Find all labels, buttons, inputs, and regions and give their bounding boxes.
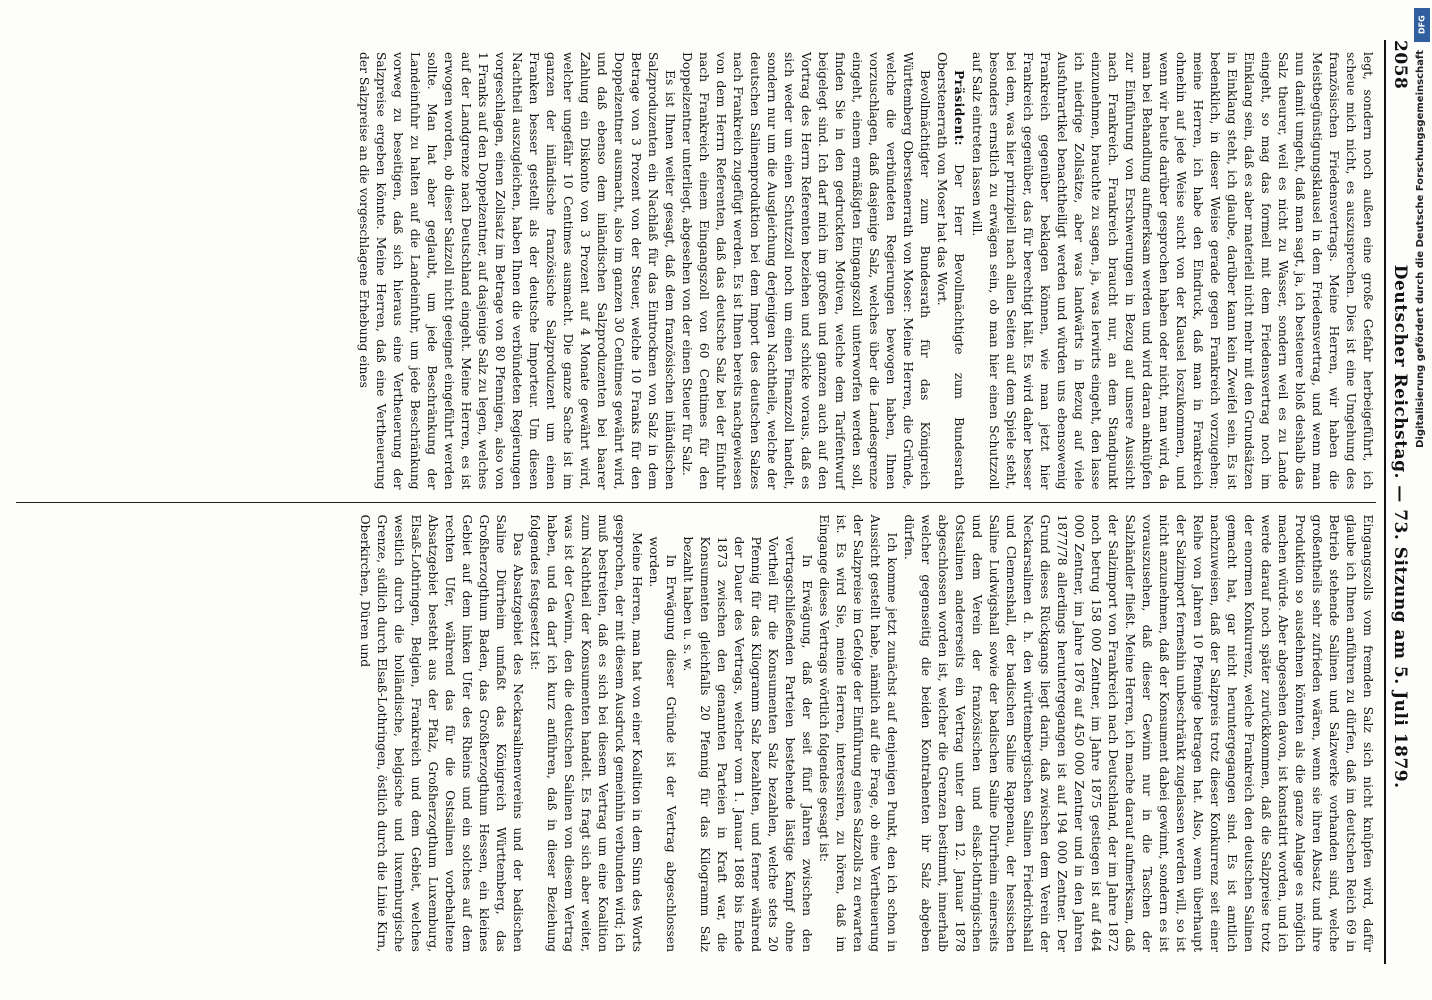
paragraph: legt, sondern noch außen eine große Gefahr herbeigeführt, ich scheue mich nicht, es auszusprechen. Dies ist eine Umgehung des französischen Friedensvertrags. Meine Herren, wir haben die Meistbegünstigungsklausel in dem Friedensvertrag, und wenn man nun damit umgeht, daß man sagt, ja, ich besteuere bloß deshalb das Salz theurer, weil es nicht zu Wasser, sondern weil es zu Lande eingeht, so mag das formell mit dem Friedensvertrag noch im Einklang sein, daß es aber materiell nicht mehr mit den Grundsätzen in Einklang steht, ich glaube, darüber kann kein Zweifel sein. Es ist bedenklich, in dieser Weise gerade gegen Frankreich vorzugehen; meine Herren, ich habe den Eindruck, daß man in Frankreich ohnehin auf jede Weise sucht von der Klausel loszukommen, und wenn wir heute darüber gesprochen haben oder nicht, man wird, da man bei Behandlung aufmerksam werden und wird daran anknüpfen zur Einführung von Erschwerungen in Bezug auf unsere Aussicht nach Frankreich. Frankreich braucht nur, an dem Standpunkt einzunehmen, brauchte zu sagen, ja, was lerwirts eingeht, den lasse ich niedrige Zollsätze, aber was landwärts in Bezug auf viele Ausfuhrartikel benachtheiligt werden und würden uns ebensowenig Frankreich gegenüber beklagen können, wie man jetzt hier Frankreich gegenüber, das für berechtigt hält. Es wird daher besser bei dem, was hier prinzipiell nach allen Seiten auf dem Spiele steht, besonders ernstlich zu erwägen sein, ob man hier einen Schutzzoll auf Salz eintreten lassen will. [970,52,1375,490]
quoted-passage: In Erwägung, daß der seit fünf Jahren zwischen den vertragschließenden Parteien bestehende lästige Kampf ohne Vortheil für die Konsumenten Salz bezahlen, welche stets 20 Pfennig für das Kilogramm Salz bezahlten, und ferner während der Dauer des Vertrags, welcher vom 1. Januar 1868 bis Ende 1873 zwischen den genannten Parteien in Kraft war, die Konsumenten gleichfalls 20 Pfennig für das Kilogramm Salz bezahlt haben u. s. w. [681,536,814,952]
speaker-text: Der Herr Bevollmächtigte zum Bundesrath Oberstenerrath von Moser hat das Wort. [935,52,966,490]
digitization-note: Digitalisierung gefördert durch die Deutsche Forschungsgemeinschaft [1415,50,1426,448]
right-column [16,502,1376,965]
paragraph: Es ist Ihnen weiter gesagt, daß dem französischen inländischen Salzproduzenten ein Nachlaß für das Eintrocknen von Salz in dem Betrage von 3 Prozent von der Steuer, welche 10 Franks für den Doppelzentner ausmacht, also im ganzen 30 Centimes gewährt wird, und daß ebenso dem inländischen Salzproduzenten bei baarer Zahlung ein Diskonto von 3 Prozent auf 4 Monate gewährt wird, welcher ungefähr 10 Centimes ausmacht. Die ganze Sache ist im ganzen der inländische französische Salzproduzent um einen Franken besser gestellt als der deutsche Importeur. Um diesen Nachtheil auszugleichen, haben Ihnen die verbündeten Regierungen vorgeschlagen, einen Zollsatz im Betrage von 80 Pfennigen, also von 1 Franks auf den Doppelzentner, auf dasjenige Salz zu legen, welches auf der Landgrenze nach Deutschland eingeht. Meine Herren, es ist erwogen worden, ob dieser Salzzoll nicht geeignet eingeführt werden sollte. Man hat aber geglaubt, um jede Beschränkung der Landeinfuhr zu halten auf die Landeinfuhr, um jede Beschränkung vorweg zu beseitigen, daß sich hieraus eine Vertheuerung der Salzpreise ergeben könnte. Meine Herren, daß eine Vertheuerung der Salzpreise an die vorgeschlagene Erhebung eines [357,52,677,490]
page-header [1384,40,1410,964]
paragraph: Das Absatzgebiet des Neckarsalinenvereins und der badischen Saline Dürrheim umfaßt das Königreich Württemberg, das Großherzogthum Baden, das Großherzogthum Hessen, ein kleines Gebiet auf dem linken Ufer des Rheins und ein solches auf dem rechten Ufer, während das für die Ostsalinen vorbehaltene Absatzgebiet besteht aus der Pfalz, Großherzogthum Luxemburg, Elsaß-Lothringen, Belgien, Frankreich und dem Gebiet, welches westlich durch die holländische, belgische und luxemburgische Grenze, südlich durch Elsaß-Lothringen, östlich durch die Linie Kirn, Oberkirchen, Düren und [358,514,525,952]
page-number: 2058 [1390,40,1410,90]
paragraph: Eingangszolls vom fremden Salz sich nicht knüpfen wird, dafür glaube ich Ihnen anführen zu dürfen, daß im deutschen Reich 69 in Betrieb stehende Salinen und Salzwerke vorhanden sind, welche großentheils sehr zufrieden wären, wenn sie ihren Absatz und ihre Produktion so ausdehnen könnten als die ganze Anlage es möglich machen würde. Aber abgesehen davon, ist konstatirt worden, und ich werde darauf noch später zurückkommen, daß die Salzpreise trotz der enormen Konkurrenz, welche Frankreich den deutschen Salinen gemacht hat, gar nicht heruntergegangen sind. Es ist amtlich nachzuweisen, daß der Salzpreis trotz dieser Konkurrenz seit einer Reihe von Jahren 10 Pfennige betragen hat. Also, wenn überhaupt der Salzimport ferneshin unbeschränkt zugelassen werden will, so ist nicht anzunehmen, daß der Konsument dabei gewinnt, sondern es ist vorauszusehen, daß dieser Gewinn nur in die Taschen der Salzhändler fließt. Meine Herren, ich mache darauf aufmerksam, daß der Salzimport von Frankreich nach Deutschland, der im Jahre 1872 noch betrug 158 000 Zentner, im Jahre 1875 gestiegen ist auf 464 000 Zentner, im Jahre 1876 auf 450 000 Zentner und in den Jahren 1877/78 allerdings heruntergegangen ist auf 194 000 Zentner. Der Grund dieses Rückgangs liegt darin, daß zwischen dem Verein der Neckarsalinen d. h. den württembergischen Salinen Friedrichshall und Clemenshall, der badischen Saline Rappenau, der hessischen Saline Ludwigshall sowie der badischen Saline Dürrheim einerseits und dem Verein der französischen und elsaß-lothringischen Ostsalinen andererseits ein Vertrag unter dem 12. Januar 1878 abgeschlossen worden ist, welcher die Grenzen bestimmt, innerhalb welcher gegenseitig die beiden Kontrahenten ihr Salz abgeben dürfen. [902,514,1375,952]
paragraph: Meine Herren, man hat von einer Koalition in dem Sinn des Worts gesprochen, der mit diesem Ausdruck gemeinhin verbunden wird; ich muß bestreiten, daß es sich bei diesem Vertrag um eine Koalition zum Nachtheil der Konsumenten handelt. Es fragt sich aber weiter, was ist der Gewinn, den die deutschen Salinen von diesem Vertrag haben, und da darf ich kurz anführen, daß in dieser Beziehung folgendes festgesetzt ist: [528,514,644,952]
paragraph: Ich komme jetzt zunächst auf denjenigen Punkt, den ich schon in Aussicht gestellt habe, nämlich auf die Frage, ob eine Vertheuerung der Salzpreise im Gefolge der Einführung eines Salzzolls zu erwarten ist. Es wird Sie, meine Herren, interessiren, zu hören, daß im Eingange dieses Vertrags wörtlich folgendes gesagt ist: [817,514,899,952]
president-paragraph [933,52,968,490]
journal-title: Deutscher Reichstag. — 73. Sitzung am 5. Juli 1879. [1390,264,1410,789]
quoted-passage: In Erwägung dieser Gründe ist der Vertrag abgeschlossen worden. [647,536,678,952]
dfg-logo: DFG [1414,8,1430,42]
left-column [16,40,1376,502]
text-columns [16,40,1376,964]
speaker-label: Präsident: [952,70,967,146]
paragraph: Bevollmächtigter zum Bundesrath für das Königreich Württemberg Oberstenerrath von Moser: Meine Herren, die Gründe, welche die verbündeten Regierungen bewogen haben, Ihnen vorzuschlagen, daß dasjenige Salz, welches über die Landesgrenze eingeht, einem ermäßigten Eingangszoll unterworfen werden soll, finden Sie in den gedruckten Motiven, welche dem Tarifentwurf beigelegt sind. Ich darf mich im großen und ganzen auch auf den Vortrag des Herrn Referenten beziehen und schicke voraus, daß es sich weder um einen Schutzzoll noch um einen Finanzzoll handelt, sondern nur um die Ausgleichung derjenigen Nachtheile, welche der deutschen Salinenproduktion bei dem Import des deutschen Salzes nach Frankreich zugefügt werden. Es ist Ihnen bereits nachgewiesen von dem Herrn Referenten, daß das deutsche Salz bei der Einfuhr nach Frankreich einem Eingangszoll von 60 Centimes für den Doppelzentner unterliegt, abgesehen von der einen Steuer für Salz. [680,52,932,490]
